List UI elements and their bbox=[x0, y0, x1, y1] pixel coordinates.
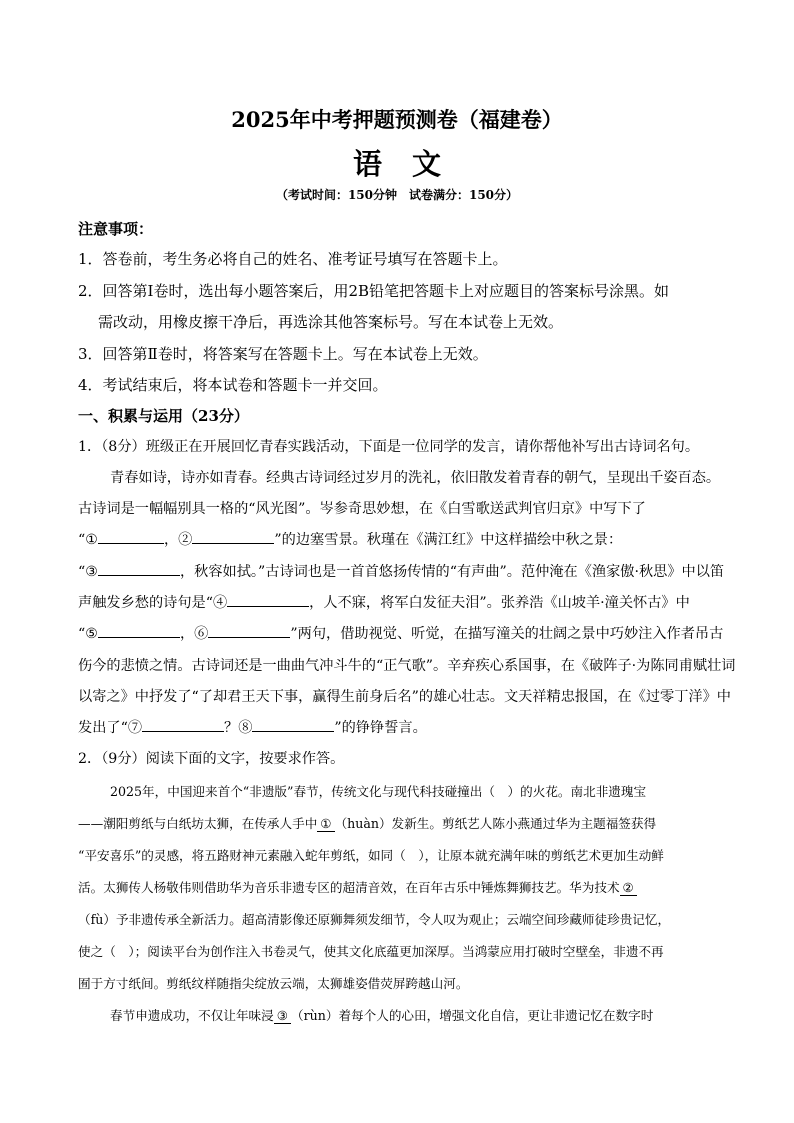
reading-line: 春节申遗成功，不仅让年味浸 ③ （rùn）着每个人的心田，增强文化自信，更让非遗记忆在数字时 bbox=[110, 1008, 654, 1023]
passage-line: 古诗词是一幅幅别具一格的“风光图”。岑参奇思妙想，在《白雪歌送武判官归京》中写下了 bbox=[78, 501, 646, 517]
passage-line: 青春如诗，诗亦如青春。经典古诗词经过岁月的洗礼，依旧散发着青春的朝气，呈现出千姿百态。 bbox=[110, 470, 721, 486]
passage-line: 伤今的悲愤之情。古诗词还是一曲曲气冲斗牛的“正气歌”。辛弃疾心系国事，在《破阵子·为陈同甫赋壮词 bbox=[78, 658, 736, 674]
notice-item: 2．回答第Ⅰ卷时，选出每小题答案后，用2B铅笔把答题卡上对应题目的答案标号涂黑。如 bbox=[78, 282, 670, 300]
passage-line: “③ ，秋容如拭。”古诗词也是一首首悠扬传情的“有声曲”。范仲淹在《渔家傲·秋思》中以笛 bbox=[78, 561, 728, 581]
passage-line: 以寄之》中抒发了“了却君王天下事，赢得生前身后名”的雄心壮志。文天祥精忠报国，在《过零丁洋》中 bbox=[78, 689, 731, 705]
answer-blank-3[interactable] bbox=[98, 561, 180, 576]
blank-marker-1[interactable]: ① bbox=[317, 816, 334, 832]
notice-item: 需改动，用橡皮擦干净后，再选涂其他答案标号。写在本试卷上无效。 bbox=[98, 313, 564, 331]
notice-item: 4．考试结束后，将本试卷和答题卡一并交回。 bbox=[78, 376, 388, 394]
notice-heading: 注意事项： bbox=[78, 220, 154, 238]
answer-blank-4[interactable] bbox=[227, 592, 309, 607]
reading-line: （fù）予非遗传承全新活力。超高清影像还原狮舞须发细节，令人叹为观止；云端空间珍藏师徒珍贵记忆， bbox=[78, 912, 671, 927]
blank-marker-3[interactable]: ③ bbox=[274, 1008, 291, 1024]
reading-line: 囿于方寸纸间。剪纸纹样随指尖绽放云端，太狮雄姿借荧屏跨越山河。 bbox=[78, 976, 469, 991]
answer-blank-8[interactable] bbox=[252, 717, 334, 732]
answer-blank-6[interactable] bbox=[208, 623, 290, 638]
reading-line: 2025年，中国迎来首个“非遗版”春节，传统文化与现代科技碰撞出（ ）的火花。南北非遗瑰宝 bbox=[110, 784, 647, 799]
reading-line: “平安喜乐”的灵感，将五路财神元素融入蛇年剪纸，如同（ ），让原本就充满年味的剪纸艺术更加生动鲜 bbox=[78, 848, 664, 863]
blank-marker-2[interactable]: ② bbox=[620, 880, 637, 896]
answer-blank-2[interactable] bbox=[192, 529, 274, 544]
exam-meta: （考试时间：150分钟 试卷满分：150分） bbox=[275, 188, 519, 202]
passage-line: “⑤ ，⑥ ”两句，借助视觉、听觉，在描写潼关的壮阔之景中巧妙注入作者吊古 bbox=[78, 623, 728, 643]
notice-item: 1．答卷前，考生务必将自己的姓名、准考证号填写在答题卡上。 bbox=[78, 250, 508, 268]
answer-blank-7[interactable] bbox=[142, 717, 224, 732]
reading-line: 使之（ ）；阅读平台为创作注入书卷灵气，使其文化底蕴更加深厚。当鸿蒙应用打破时空壁垒，非遗不再 bbox=[78, 944, 664, 959]
exam-title: 2025年中考押题预测卷（福建卷） bbox=[231, 107, 563, 132]
notice-item: 3．回答第Ⅱ卷时，将答案写在答题卡上。写在本试卷上无效。 bbox=[78, 345, 488, 363]
answer-blank-1[interactable] bbox=[98, 529, 164, 544]
passage-line: 发出了“⑦ ？⑧ ”的铮铮誓言。 bbox=[78, 717, 728, 737]
subject-title: 语文 bbox=[352, 147, 471, 181]
question-stem: 2．（9分）阅读下面的文字，按要求作答。 bbox=[78, 751, 345, 767]
passage-line: “① ，② ”的边塞雪景。秋瑾在《满江红》中这样描绘中秋之景： bbox=[78, 529, 728, 549]
reading-line: ——潮阳剪纸与白纸坊太狮，在传承人手中 ① （huàn）发新生。剪纸艺人陈小燕通过华为主题福签获得 bbox=[78, 816, 657, 831]
question-stem: 1．（8分）班级正在开展回忆青春实践活动，下面是一位同学的发言，请你帮他补写出古诗词名句。 bbox=[78, 439, 700, 455]
section-heading: 一、积累与运用（23分） bbox=[78, 407, 249, 425]
reading-line: 活。太狮传人杨敬伟则借助华为音乐非遗专区的超清音效，在百年古乐中锤炼舞狮技艺。华为技术 ② bbox=[78, 877, 728, 896]
answer-blank-5[interactable] bbox=[98, 623, 180, 638]
passage-line: 声触发乡愁的诗句是“④ ，人不寐，将军白发征夫泪”。张养浩《山坡羊·潼关怀古》中 bbox=[78, 592, 728, 612]
